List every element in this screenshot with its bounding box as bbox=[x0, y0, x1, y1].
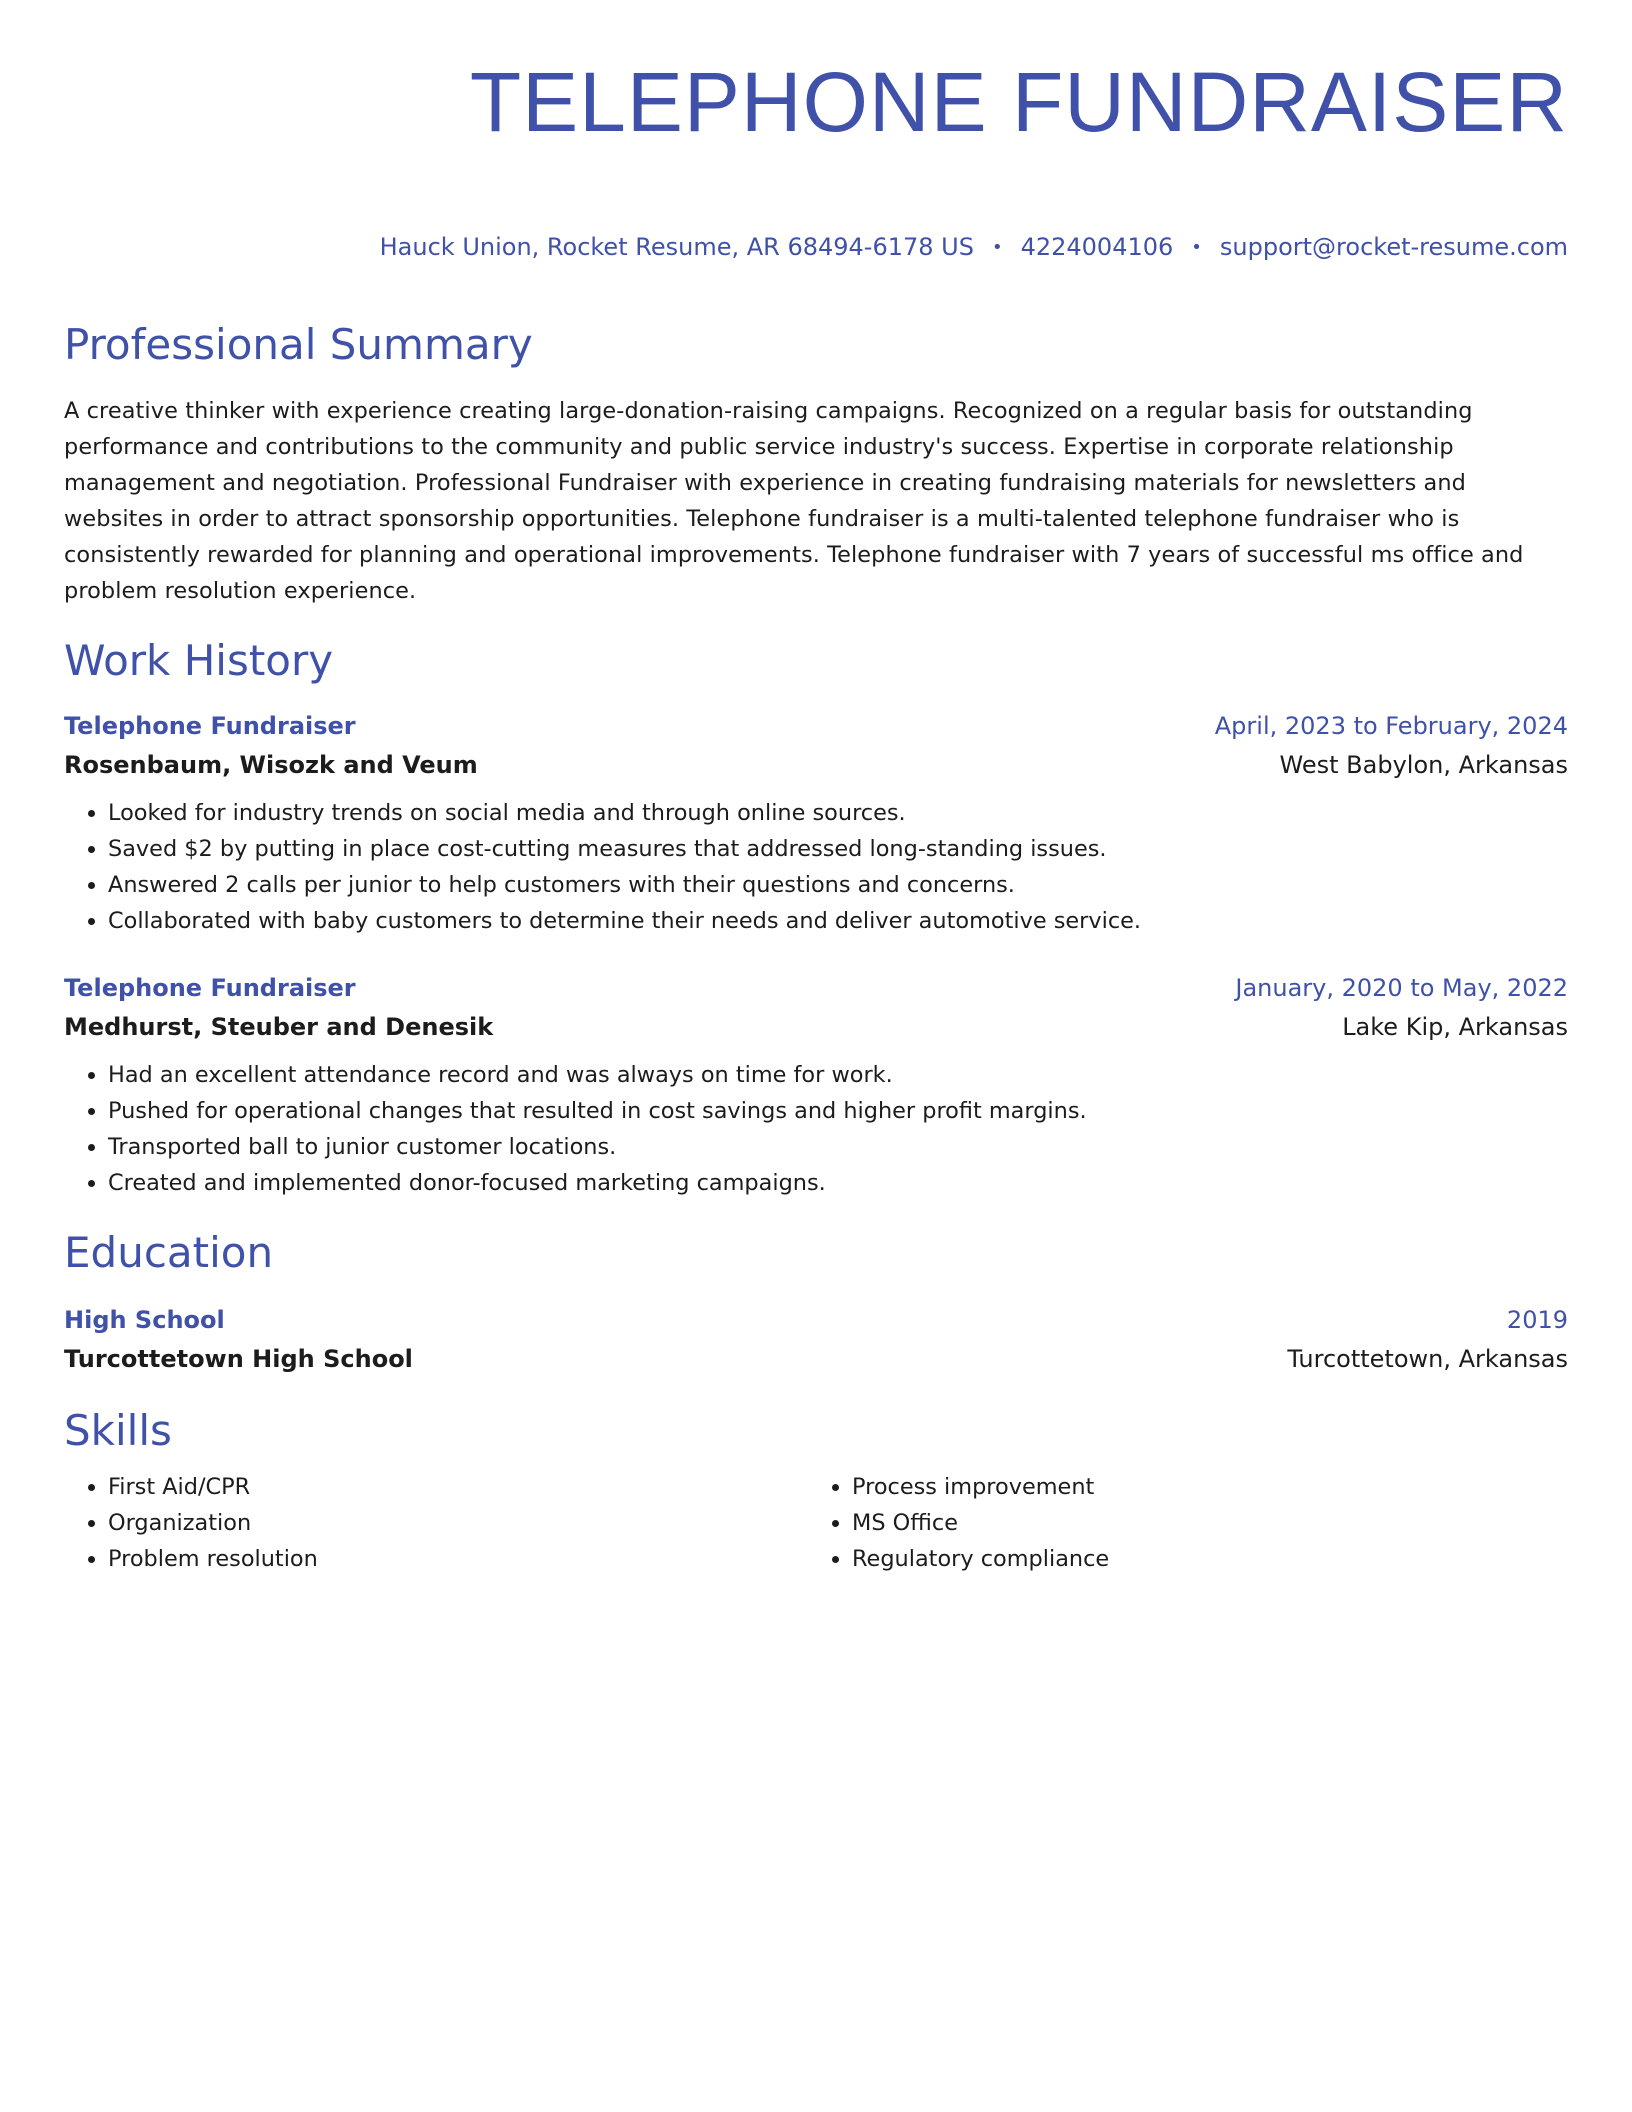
skill-item: • Process improvement bbox=[852, 1469, 1552, 1505]
job-dates: January, 2020 to May, 2022 bbox=[1235, 974, 1568, 1002]
job-employer: Medhurst, Steuber and Denesik bbox=[64, 1013, 494, 1041]
contact-phone: 4224004106 bbox=[1020, 233, 1174, 261]
job-entry bbox=[64, 707, 1568, 939]
education-school: Turcottetown High School bbox=[64, 1345, 413, 1373]
job-bullet: • Created and implemented donor-focused marketing campaigns. bbox=[108, 1165, 1568, 1201]
contact-email: support@rocket-resume.com bbox=[1219, 233, 1568, 261]
job-bullet: • Looked for industry trends on social media and through online sources. bbox=[108, 795, 1568, 831]
education-entry bbox=[64, 1301, 1568, 1379]
job-entry bbox=[64, 969, 1568, 1201]
job-location: West Babylon, Arkansas bbox=[1279, 751, 1568, 779]
education-location: Turcottetown, Arkansas bbox=[1287, 1345, 1568, 1373]
skills-heading: Skills bbox=[64, 1406, 172, 1455]
candidate-name: TELEPHONE FUNDRAISER bbox=[469, 55, 1568, 149]
education-heading: Education bbox=[64, 1228, 274, 1277]
job-bullet: • Pushed for operational changes that resulted in cost savings and higher profit margins. bbox=[108, 1093, 1568, 1129]
job-title: Telephone Fundraiser bbox=[64, 974, 356, 1002]
job-employer: Rosenbaum, Wisozk and Veum bbox=[64, 751, 478, 779]
contact-separator: • bbox=[991, 237, 1003, 258]
job-title: Telephone Fundraiser bbox=[64, 712, 356, 740]
summary-heading: Professional Summary bbox=[64, 320, 533, 369]
skills-column bbox=[64, 1469, 808, 1577]
job-bullet: • Saved $2 by putting in place cost-cutting measures that addressed long-standing issues. bbox=[108, 831, 1568, 867]
contact-address: Hauck Union, Rocket Resume, AR 68494-6178 US bbox=[379, 233, 974, 261]
skill-item: • First Aid/CPR bbox=[108, 1469, 808, 1505]
job-bullet: • Transported ball to junior customer locations. bbox=[108, 1129, 1568, 1165]
education-year: 2019 bbox=[1506, 1306, 1568, 1334]
summary-text: A creative thinker with experience creating large-donation-raising campaigns. Recognized on a regular basis for outstanding performance and contributions to the community and public service industry's success. Expertise in corporate relationship management and negotiation. Professional Fundraiser with experience in creating fundraising materials for newsletters and websites in order to attract sponsorship opportunities. Telephone fundraiser is a multi-talented telephone fundraiser who is consistently rewarded for planning and operational improvements. Telephone fundraiser with 7 years of successful ms office and problem resolution experience. bbox=[64, 398, 1524, 604]
skills-column bbox=[808, 1469, 1552, 1577]
job-bullet: • Answered 2 calls per junior to help customers with their questions and concerns. bbox=[108, 867, 1568, 903]
contact-line bbox=[64, 230, 1568, 265]
education-degree: High School bbox=[64, 1306, 225, 1334]
job-bullet: • Had an excellent attendance record and was always on time for work. bbox=[108, 1057, 1568, 1093]
skill-item: • Regulatory compliance bbox=[852, 1541, 1552, 1577]
job-bullet: • Collaborated with baby customers to determine their needs and deliver automotive service. bbox=[108, 903, 1568, 939]
skill-item: • MS Office bbox=[852, 1505, 1552, 1541]
job-bullets bbox=[64, 795, 1568, 939]
skills-list bbox=[64, 1469, 1568, 1577]
skill-item: • Organization bbox=[108, 1505, 808, 1541]
job-dates: April, 2023 to February, 2024 bbox=[1214, 712, 1568, 740]
skill-item: • Problem resolution bbox=[108, 1541, 808, 1577]
work-history-heading: Work History bbox=[64, 636, 334, 685]
job-bullets bbox=[64, 1057, 1568, 1201]
contact-separator: • bbox=[1191, 237, 1202, 258]
job-location: Lake Kip, Arkansas bbox=[1342, 1013, 1568, 1041]
